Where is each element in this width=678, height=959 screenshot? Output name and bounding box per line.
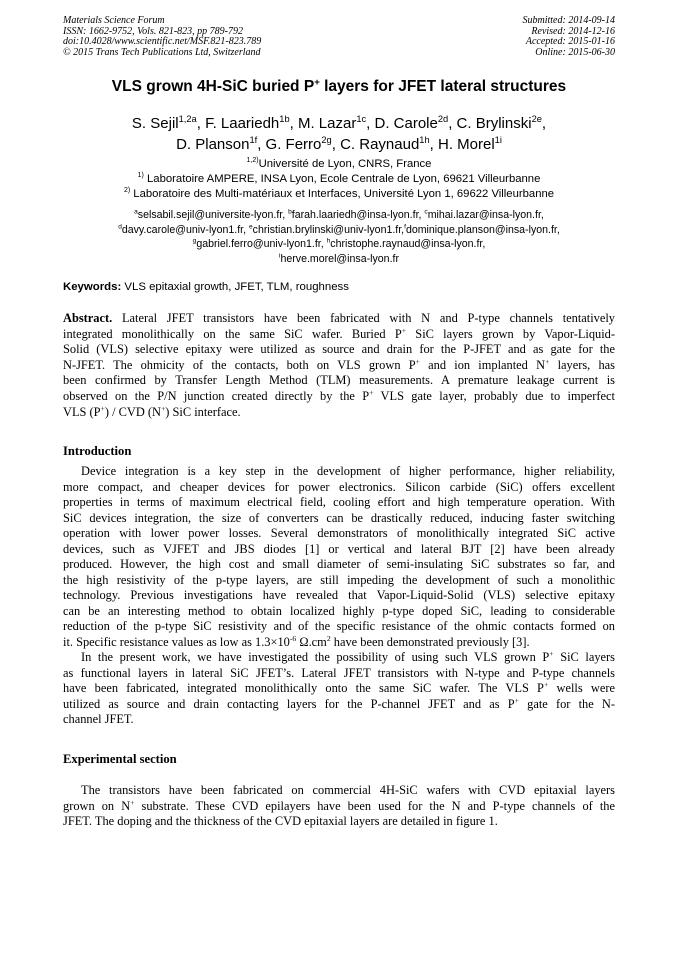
text-line: have been fabricated, integrated monolithically onto the same SiC wafer. The VLS P+ wells were bbox=[63, 679, 615, 695]
author-list bbox=[63, 113, 615, 155]
author: H. Morel$^{1i}$ bbox=[437, 135, 502, 153]
superscript: + bbox=[100, 403, 105, 413]
section-heading-experimental: Experimental section bbox=[63, 752, 177, 766]
issn-line: ISSN: 1662-9752, Vols. 821-823, pp 789-792 bbox=[63, 25, 243, 37]
author: C. Brylinski$^{2e}$, bbox=[456, 114, 547, 132]
email: davy.carole@univ-lyon1.fr, bbox=[121, 223, 249, 236]
text-line: the high resistivity of the p-type layers, are still impeding the development of such a monolithic bbox=[63, 572, 615, 587]
paragraph bbox=[63, 783, 615, 830]
abstract-line: Abstract. Lateral JFET transistors have been fabricated with N and P-type channels tentatively bbox=[63, 311, 615, 325]
author: M. Lazar$^{1c}$, bbox=[297, 114, 375, 132]
online-date: Online: 2015-06-30 bbox=[535, 46, 615, 58]
superscript: + bbox=[415, 356, 420, 366]
text-line: produced. However, the high cost and small diameter of semi-insulating SiC substrates so far, and bbox=[63, 557, 615, 571]
superscript: + bbox=[514, 695, 519, 705]
abstract-line: N-JFET. The ohmicity of the contacts, both on VLS grown P+ and ion implanted N+ layers, has bbox=[63, 356, 615, 372]
text-line: properties in terms of maximum electrical field, cooling effort and high temperature operation. With bbox=[63, 495, 615, 509]
abstract-line: observed on the P/N junction created directly by the P+ VLS gate layer, probably due to imperfect bbox=[63, 387, 615, 403]
text-line: JFET. The doping and the thickness of the CVD epitaxial layers are detailed in figure 1. bbox=[63, 814, 498, 828]
publication-dates bbox=[523, 16, 616, 58]
affiliation: $^{2)}$ Laboratoire des Multi-matériaux et Interfaces, Université Lyon 1, 69622 Villeurbanne bbox=[123, 186, 555, 200]
paper-title bbox=[63, 78, 615, 96]
title-sup: + bbox=[314, 76, 320, 88]
abstract-line: been confirmed by Transfer Length Method (TLM) measurements. A premature leakage current is bbox=[63, 373, 615, 388]
copyright-line: © 2015 Trans Tech Publications Ltd, Switzerland bbox=[63, 46, 261, 58]
abstract bbox=[63, 311, 615, 420]
submitted-date: Submitted: 2014-09-14 bbox=[522, 15, 615, 26]
paragraph bbox=[63, 464, 615, 650]
title-text-post: layers for JFET lateral structures bbox=[319, 78, 567, 95]
abstract-line: Solid (VLS) selective epitaxy were utilized as source and drain for the P-JFET and as gate for the bbox=[63, 342, 615, 357]
revised-date: Revised: 2014-12-16 bbox=[531, 25, 615, 37]
email-line: $^g$gabriel.ferro@univ-lyon1.fr, $^h$christophe.raynaud@insa-lyon.fr, bbox=[192, 237, 486, 250]
email: christian.brylinski@univ-lyon1.fr, bbox=[252, 223, 405, 236]
text-line: grown on N+ substrate. These CVD epilayers have been used for the N and P-type channels of the bbox=[63, 797, 615, 813]
affiliation: $^{1)}$ Laboratoire AMPERE, INSA Lyon, Ecole Centrale de Lyon, 69621 Villeurbanne bbox=[137, 172, 541, 185]
superscript: -6 bbox=[289, 633, 297, 643]
keywords bbox=[63, 281, 615, 293]
text-line: operation with lower power losses. Several demonstrators of monolithically integrated SiC active bbox=[63, 526, 615, 540]
text-line: SiC devices integration, the size of converters can be drastically reduced, inducing faster switching bbox=[63, 510, 615, 525]
abstract-line: VLS (P+) / CVD (N+) SiC interface. bbox=[63, 403, 241, 419]
superscript: 2 bbox=[326, 633, 331, 643]
affiliation: $^{1,2)}$Université de Lyon, CNRS, France bbox=[246, 157, 432, 170]
section-heading-introduction: Introduction bbox=[63, 444, 132, 458]
journal-name: Materials Science Forum bbox=[63, 15, 165, 26]
author: D. Carole$^{2d}$, bbox=[374, 114, 457, 132]
superscript: + bbox=[545, 356, 550, 366]
superscript: + bbox=[401, 325, 407, 335]
author: C. Raynaud$^{1h}$, bbox=[340, 135, 438, 153]
superscript: + bbox=[549, 648, 554, 658]
text-line: In the present work, we have investigated the possibility of using such VLS grown P+ SiC layers bbox=[81, 648, 615, 664]
paragraph bbox=[63, 650, 615, 728]
text-line: as functional layers in lateral SiC JFET’s. Lateral JFET transistors with N-type and P-type channels bbox=[63, 665, 615, 680]
email: gabriel.ferro@univ-lyon1.fr, bbox=[196, 238, 327, 250]
email: farah.laariedh@insa-lyon.fr, bbox=[291, 209, 425, 221]
abstract-line: integrated monolithically on the same SiC wafer. Buried P+ SiC layers grown by Vapor-Liquid- bbox=[63, 325, 615, 341]
email-line: $^a$selsabil.sejil@universite-lyon.fr, $^b$farah.laariedh@insa-lyon.fr, $^c$mihai.lazar@insa-lyon.fr, bbox=[134, 208, 544, 221]
text-line: more compact, and cheaper devices for power electronics. Silicon carbide (SiC) offers excellent bbox=[63, 479, 615, 494]
superscript: + bbox=[369, 387, 374, 397]
email: herve.morel@insa-lyon.fr bbox=[280, 252, 399, 265]
journal-info bbox=[63, 16, 261, 58]
accepted-date: Accepted: 2015-01-16 bbox=[525, 36, 615, 48]
introduction-body bbox=[63, 464, 615, 728]
author: S. Sejil$^{1,2a}$, bbox=[131, 114, 206, 132]
author: D. Planson$^{1f}$, bbox=[176, 135, 266, 153]
keywords-text: VLS epitaxial growth, JFET, TLM, roughness bbox=[121, 281, 349, 293]
email-line: $^d$davy.carole@univ-lyon1.fr, $^e$christian.brylinski@univ-lyon1.fr,$^f$dominique.planson@insa-lyon.fr, bbox=[118, 222, 560, 236]
superscript: + bbox=[543, 679, 549, 689]
email: christophe.raynaud@insa-lyon.fr, bbox=[330, 238, 486, 250]
text-line: utilized as source and drain contacting layers for the P-channel JFET and as P+ gate for the N- bbox=[63, 695, 615, 711]
author: G. Ferro$^{2g}$, bbox=[265, 135, 341, 153]
email: selsabil.sejil@universite-lyon.fr, bbox=[137, 209, 289, 221]
keywords-label: Keywords: bbox=[63, 281, 122, 293]
title-text-pre: VLS grown 4H-SiC buried P bbox=[111, 78, 315, 95]
author-emails bbox=[63, 208, 615, 266]
superscript: + bbox=[160, 403, 166, 413]
text-line: it. Specific resistance values as low as $1.3\times 10^{-6}$ $\Omega.cm^2$ have been demonstrated previously [3]. bbox=[63, 633, 530, 649]
text-line: devices, such as VJFET and JBS diodes [1] or vertical and lateral BJT [2] have been already bbox=[63, 541, 615, 556]
abstract-label: Abstract. bbox=[63, 311, 113, 325]
affiliations bbox=[63, 157, 615, 201]
email-line: $^i$herve.morel@insa-lyon.fr bbox=[279, 251, 399, 265]
author: F. Laariedh$^{1b}$, bbox=[205, 114, 298, 132]
text-line: technology. Previous investigations have revealed that Vapor-Liquid-Solid (VLS) selective epitaxy bbox=[63, 588, 615, 602]
text-line: The transistors have been fabricated on commercial 4H-SiC wafers with CVD epitaxial layers bbox=[81, 783, 615, 797]
text-line: can be an interesting method to obtain localized highly p-type doped SiC, leading to considerable bbox=[63, 603, 615, 618]
email: dominique.planson@insa-lyon.fr, bbox=[405, 223, 560, 236]
doi-line: doi:10.4028/www.scientific.net/MSF.821-823.789 bbox=[63, 36, 262, 48]
email: mihai.lazar@insa-lyon.fr, bbox=[427, 209, 544, 221]
text-line: reduction of the p-type SiC resistivity and of the specific resistance of the ohmic contacts formed on bbox=[63, 619, 615, 633]
text-line: Device integration is a key step in the development of higher performance, higher reliability, bbox=[81, 464, 615, 478]
text-line: channel JFET. bbox=[63, 712, 134, 726]
superscript: + bbox=[130, 797, 135, 807]
experimental-body bbox=[63, 783, 615, 830]
